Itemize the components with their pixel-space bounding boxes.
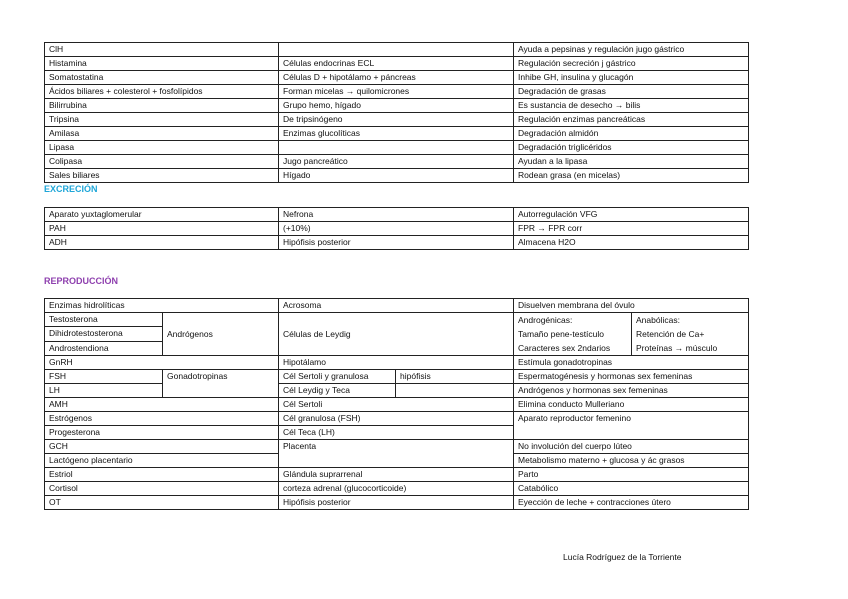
table-cell: Cél Sertoli y granulosa xyxy=(279,370,396,384)
table-cell: Grupo hemo, hígado xyxy=(279,99,514,113)
table-row xyxy=(45,208,749,222)
table-cell: Gonadotropinas xyxy=(163,370,279,398)
table-row xyxy=(45,412,749,426)
table-cell: FPR → FPR corr xyxy=(514,222,749,236)
table-cell: Estriol xyxy=(45,468,279,482)
table-cell: Histamina xyxy=(45,57,279,71)
table-row xyxy=(45,482,749,496)
table-cell: Aparato yuxtaglomerular xyxy=(45,208,279,222)
table-cell: Nefrona xyxy=(279,208,514,222)
table-cell: Cél Teca (LH) xyxy=(279,426,514,440)
table-row xyxy=(45,85,749,99)
table-cell: Acrosoma xyxy=(279,299,514,313)
digestion-table xyxy=(44,42,749,183)
table-cell: ADH xyxy=(45,236,279,250)
table-row xyxy=(45,43,749,57)
table-cell: Bilirrubina xyxy=(45,99,279,113)
table-cell: Placenta xyxy=(279,440,514,468)
table-cell: Inhibe GH, insulina y glucagón xyxy=(514,71,749,85)
table-cell: Hipófisis posterior xyxy=(279,236,514,250)
cell-line: Retención de Ca+ xyxy=(636,329,705,339)
table-cell: Cél Leydig y Teca xyxy=(279,384,396,398)
table-cell xyxy=(279,43,514,57)
table-cell: Rodean grasa (en micelas) xyxy=(514,169,749,183)
table-cell: FSH xyxy=(45,370,163,384)
reproduccion-table xyxy=(44,298,749,510)
table-row xyxy=(45,57,749,71)
cell-line: Androgénicas: xyxy=(518,315,573,325)
table-cell: Espermatogénesis y hormonas sex femeninas xyxy=(514,370,749,384)
table-cell: hipófisis xyxy=(396,370,514,384)
table-cell: Regulación secreción j gástrico xyxy=(514,57,749,71)
table-cell: Glándula suprarrenal xyxy=(279,468,514,482)
table-cell: Células D + hipotálamo + páncreas xyxy=(279,71,514,85)
table-cell: LH xyxy=(45,384,163,398)
table-cell: Sales biliares xyxy=(45,169,279,183)
table-cell: Ayuda a pepsinas y regulación jugo gástrico xyxy=(514,43,749,57)
table-cell: Aparato reproductor femenino xyxy=(514,412,749,440)
table-cell: Degradación de grasas xyxy=(514,85,749,99)
table-row xyxy=(45,236,749,250)
table-cell: GCH xyxy=(45,440,279,454)
table-cell: Somatostatina xyxy=(45,71,279,85)
table-cell: Andrógenos xyxy=(163,313,279,356)
table-row xyxy=(45,440,749,454)
table-cell: Elimina conducto Mulleriano xyxy=(514,398,749,412)
table-cell: OT xyxy=(45,496,279,510)
table-cell: Células endocrinas ECL xyxy=(279,57,514,71)
table-cell: (+10%) xyxy=(279,222,514,236)
table-cell: Disuelven membrana del óvulo xyxy=(514,299,749,313)
table-cell: Degradación almidón xyxy=(514,127,749,141)
table-cell: Amilasa xyxy=(45,127,279,141)
table-cell: Metabolismo materno + glucosa y ác grasos xyxy=(514,454,749,468)
table-row xyxy=(45,155,749,169)
table-cell: Forman micelas → quilomicrones xyxy=(279,85,514,99)
table-cell: De tripsinógeno xyxy=(279,113,514,127)
table-cell: Lipasa xyxy=(45,141,279,155)
table-cell: Hipófisis posterior xyxy=(279,496,514,510)
table-row xyxy=(45,222,749,236)
table-cell: Ayudan a la lipasa xyxy=(514,155,749,169)
table-cell: Catabólico xyxy=(514,482,749,496)
table-cell: Andrógenos y hormonas sex femeninas xyxy=(514,384,749,398)
table-cell: Dihidrotestosterona xyxy=(45,327,163,341)
androgenicas-cell xyxy=(514,313,632,356)
anabolicas-cell xyxy=(632,313,749,356)
table-row xyxy=(45,141,749,155)
table-cell: Enzimas hidrolíticas xyxy=(45,299,279,313)
table-row xyxy=(45,127,749,141)
excrecion-title: EXCRECIÓN xyxy=(44,184,98,194)
cell-line: Anabólicas: xyxy=(636,315,680,325)
table-row xyxy=(45,113,749,127)
table-cell: GnRH xyxy=(45,356,279,370)
table-cell: Progesterona xyxy=(45,426,279,440)
table-cell: Células de Leydig xyxy=(279,313,514,356)
table-cell: Degradación triglicéridos xyxy=(514,141,749,155)
excrecion-table xyxy=(44,207,749,250)
table-cell: corteza adrenal (glucocorticoide) xyxy=(279,482,514,496)
table-cell: Lactógeno placentario xyxy=(45,454,279,468)
table-cell: Jugo pancreático xyxy=(279,155,514,169)
table-cell: Testosterona xyxy=(45,313,163,327)
table-row xyxy=(45,398,749,412)
table-row xyxy=(45,313,749,327)
table-cell: Parto xyxy=(514,468,749,482)
table-cell: Hígado xyxy=(279,169,514,183)
table-row xyxy=(45,299,749,313)
table-cell: Regulación enzimas pancreáticas xyxy=(514,113,749,127)
table-cell: AMH xyxy=(45,398,279,412)
table-row xyxy=(45,496,749,510)
table-cell: No involución del cuerpo lúteo xyxy=(514,440,749,454)
table-cell: Estímula gonadotropinas xyxy=(514,356,749,370)
table-cell: ClH xyxy=(45,43,279,57)
table-row xyxy=(45,356,749,370)
table-cell: Es sustancia de desecho → bilis xyxy=(514,99,749,113)
table-cell: Cortisol xyxy=(45,482,279,496)
table-cell: Tripsina xyxy=(45,113,279,127)
table-cell: Androstendiona xyxy=(45,341,163,355)
table-cell: Cél granulosa (FSH) xyxy=(279,412,514,426)
table-cell xyxy=(279,141,514,155)
table-row xyxy=(45,468,749,482)
table-cell: Estrógenos xyxy=(45,412,279,426)
table-cell: PAH xyxy=(45,222,279,236)
table-row xyxy=(45,169,749,183)
cell-line: Proteínas → músculo xyxy=(636,343,718,353)
cell-line: Tamaño pene-testículo xyxy=(518,329,605,339)
author-signature: Lucía Rodríguez de la Torriente xyxy=(563,552,682,562)
table-cell: Eyección de leche + contracciones útero xyxy=(514,496,749,510)
table-row xyxy=(45,99,749,113)
table-cell: Almacena H2O xyxy=(514,236,749,250)
table-cell: Ácidos biliares + colesterol + fosfolípidos xyxy=(45,85,279,99)
table-cell xyxy=(396,384,514,398)
table-row xyxy=(45,384,749,398)
reproduccion-title: REPRODUCCIÓN xyxy=(44,276,119,286)
table-row xyxy=(45,370,749,384)
table-cell: Colipasa xyxy=(45,155,279,169)
table-cell: Autorregulación VFG xyxy=(514,208,749,222)
table-cell: Cél Sertoli xyxy=(279,398,514,412)
cell-line: Caracteres sex 2ndarios xyxy=(518,343,611,353)
table-cell: Enzimas glucolíticas xyxy=(279,127,514,141)
table-row xyxy=(45,71,749,85)
table-cell: Hipotálamo xyxy=(279,356,514,370)
